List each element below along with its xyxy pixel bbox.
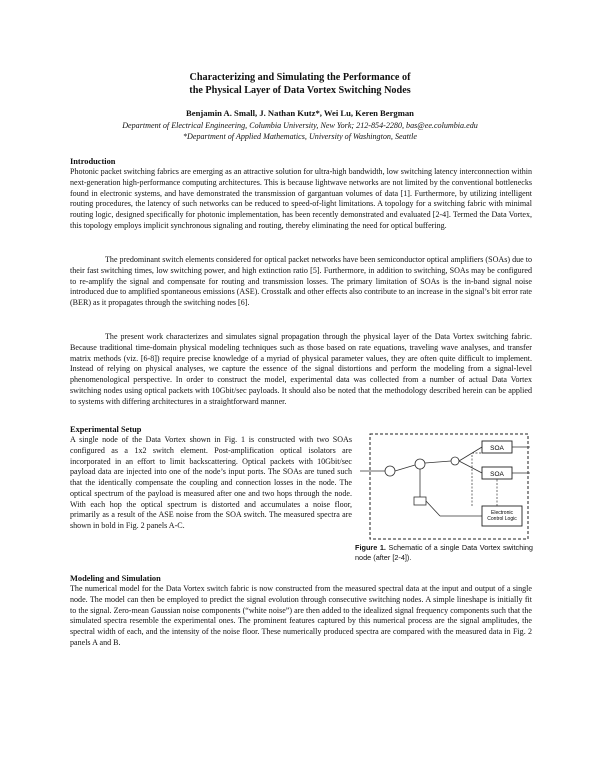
node-boundary [370,434,528,539]
switch-node-diagram [360,431,530,542]
fiber-line [425,461,451,463]
affiliation-columbia: Department of Electrical Engineering, Columbia University, New York; 212-854-2280, bas@ee.columbia.edu [122,121,478,130]
introduction-paragraph-2: The predominant switch elements considered for optical packet networks have been semiconductor optical amplifiers (SOAs) due to their fast switching times, low switching power, and high extinction ratio [5]. Furthermore, in addition to switching, SOAs may be configured to re-amplify the signal and compensate for routing and transmission losses. The primary limitation of SOAs is the in-band signal noise introduced due to amplified spontaneous emissions (ASE). Crosstalk and other effects also contribute to an increase in the signal’s bit error rate (BER) as it propagates through the switching nodes [6]. [70,255,532,307]
figure-1-schematic [360,431,530,542]
introduction-paragraph-1: Photonic packet switching fabrics are emerging as an attractive solution for ultra-high bandwidth, low switching latency interconnection within next-generation high-performance computing architectures. This is because lightwave networks are not limited by the conventional bottlenecks found in electronic systems, and have demonstrated the transmission of gargantuan volumes of data [1]. Furthermore, by utilizing intelligent routing procedures, the latency of such networks can be reduced to speed-of-light limitations. A topology for a switching fabric with minimal routing logic, designed specifically for photonic implementation, has been recently demonstrated and evaluated [2-4]. Termed the Data Vortex, this topology employs implicit synchronous signaling and routing, thereby eliminating the need for optical buffering. [70,167,532,230]
title-line-1: Characterizing and Simulating the Performance of [189,72,411,83]
soa-label-lower: SOA [490,471,504,478]
figure-caption-text: Schematic of a single Data Vortex switching node (after [2-4]). [355,543,533,562]
paper-title [60,71,540,97]
experimental-setup-paragraph: A single node of the Data Vortex shown in Fig. 1 is constructed with two SOAs configured as a 1x2 switch element. Post-amplification optical isolators are incorporated in an effort to limit backscattering. Optical packets with 10Gbit/sec payload data are injected into one of the node’s input ports. The SOAs are tuned such that the identically compensate the coupling and connection losses in the node. The optical spectrum of the payload is measured after one and two hops through the node. With each hop the optical spectrum is distorted and accumulates a noise floor, primarily as a result of the ASE noise from the SOA switch. The measured spectra are shown in bold in Fig. 2 panels A-C. [70,435,352,530]
title-line-2: the Physical Layer of Data Vortex Switching Nodes [189,85,411,96]
splitter-icon [415,459,425,469]
experimental-setup-heading: Experimental Setup [70,425,142,434]
fiber-line [459,447,482,461]
fiber-line [459,461,482,473]
introduction-paragraph-3: The present work characterizes and simulates signal propagation through the physical layer of the Data Vortex switching fabric. Because traditional time-domain physical modeling techniques such as those based on rate equations, traveling wave analyses, and transfer matrix methods (viz. [6-8]) require precise knowledge of a myriad of physical parameter values, they are often quite difficult to implement. Instead of relying on physical analyses, we capture the essence of the signal distortions and perform the modeling from a signal-level phenomenological perspective. In order to construct the model, experimental data was collected from a number of actual Data Vortex switching nodes using optical packets with 10Gbit/sec payloads. It should also be noted that the methodology described herein can be applied to systems with differing architectures in a straightforward manner. [70,332,532,406]
input-coupler-icon [385,466,395,476]
figure-label: Figure 1. [355,543,386,552]
soa-label-upper: SOA [490,445,504,452]
figure-1-caption [355,543,533,563]
control-wire [426,501,440,516]
modeling-paragraph: The numerical model for the Data Vortex switch fabric is now constructed from the measured spectral data at the input and output of a single node. The model can then be employed to predict the signal evolution through consecutive switching nodes. A simple lineshape is initially fit to the signal. Zero-mean Gaussian noise components (“white noise”) are then added to the idealized signal frequency components such that the simulated spectra resemble the experimental ones. The prominent features captured by this numerical process are the signal amplitudes, the spectral width of each, and the intensity of the noise floor. These numerically produced spectra are compared with the measured data in Fig. 2 panels A and B. [70,584,532,647]
isolator-icon [451,457,459,465]
control-logic-label: Electronic Control Logic [487,510,517,522]
photodetector-icon [414,497,426,505]
author-list: Benjamin A. Small, J. Nathan Kutz*, Wei Lu, Keren Bergman [186,108,414,118]
affiliation-washington: *Department of Applied Mathematics, University of Washington, Seattle [182,132,417,141]
modeling-heading: Modeling and Simulation [70,574,161,583]
fiber-line [395,465,415,471]
introduction-heading: Introduction [70,157,116,166]
